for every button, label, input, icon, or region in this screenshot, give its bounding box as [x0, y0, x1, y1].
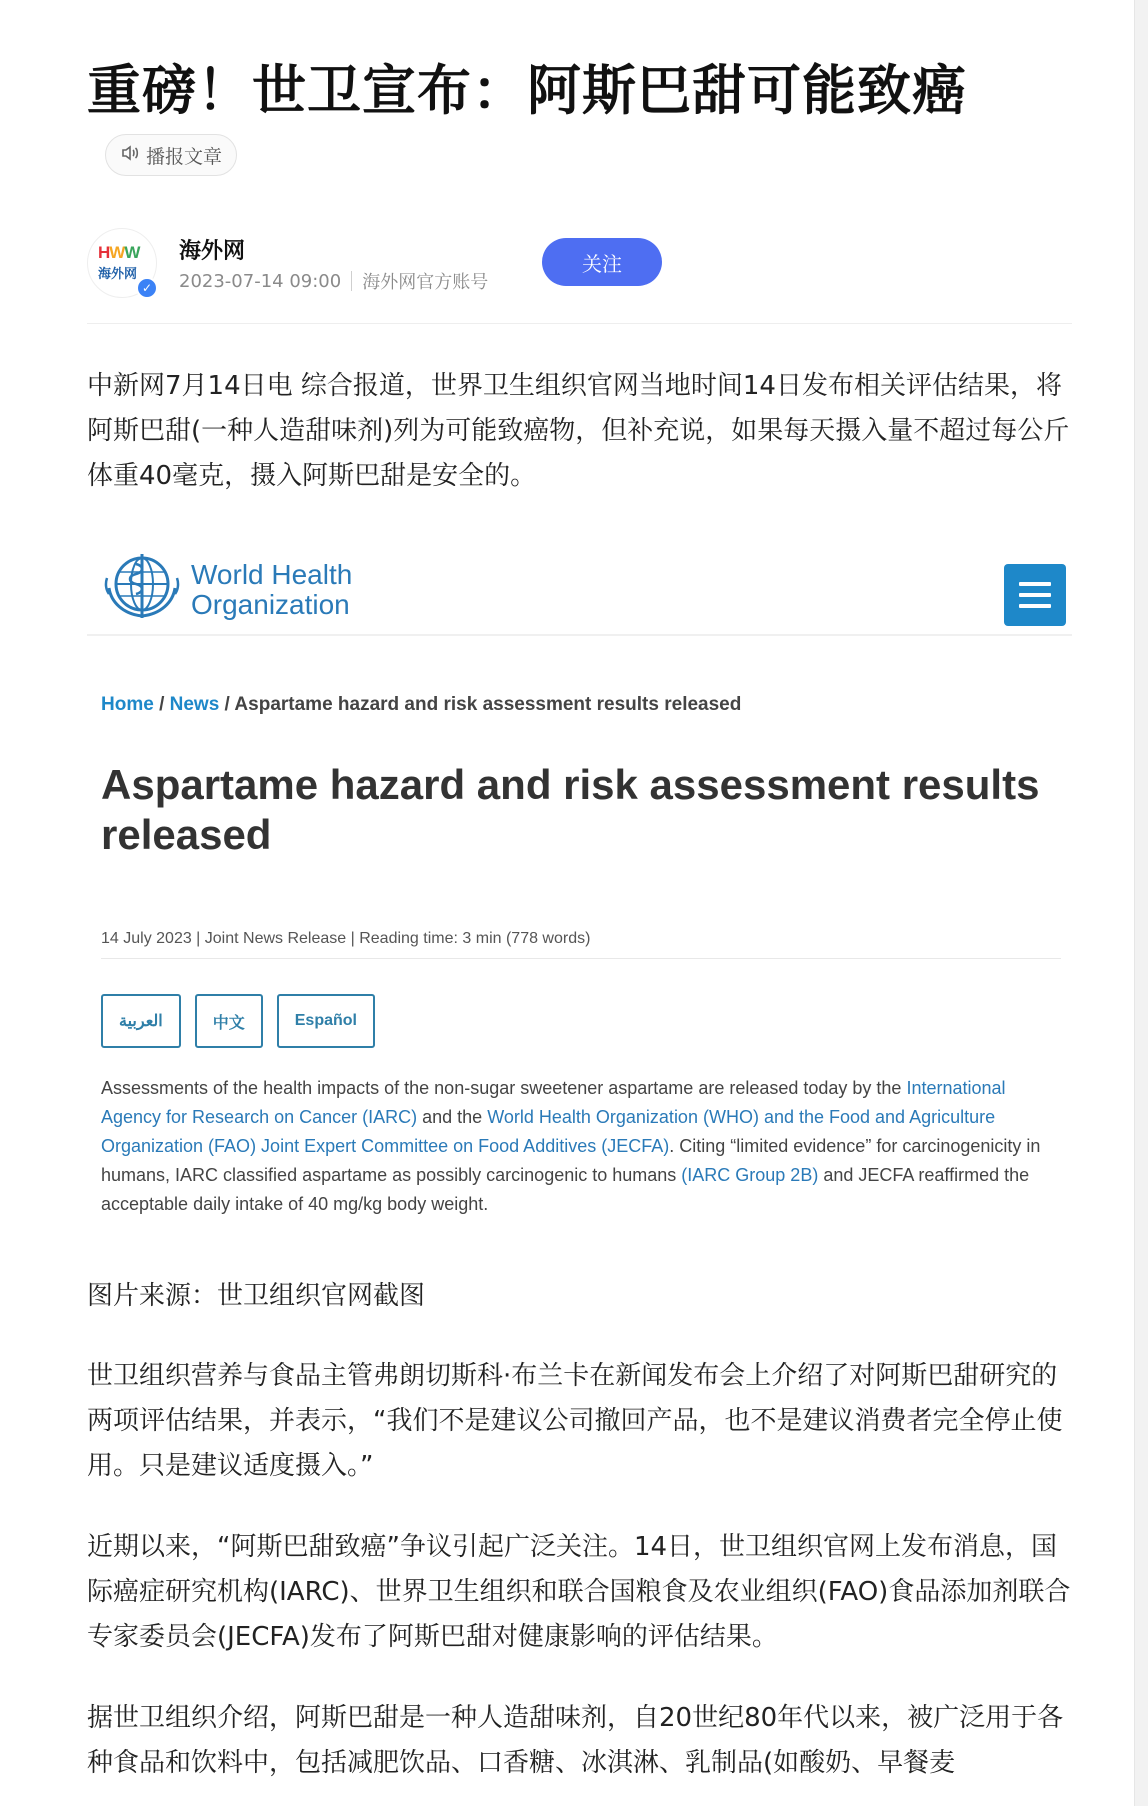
link-iarc[interactable]: International Agency for Research on Cancer (IARC) [101, 1078, 1006, 1127]
link-jecfa[interactable]: World Health Organization (WHO) and the Food and Agriculture Organization (FAO) Joint Expert Committee on Food Additives (JECFA) [101, 1107, 996, 1156]
follow-button[interactable]: 关注 [542, 238, 662, 286]
page-scrollbar[interactable] [1134, 0, 1148, 1806]
who-screenshot-image [87, 526, 1072, 1231]
who-article-body [101, 1074, 1066, 1219]
link-iarc-group-2b[interactable]: (IARC Group 2B) [681, 1165, 819, 1185]
who-org-name-line2: Organization [191, 589, 350, 620]
who-emblem-icon [101, 548, 183, 630]
who-article-title: Aspartame hazard and risk assessment results released [101, 761, 1040, 858]
read-article-button[interactable] [105, 134, 237, 176]
article-title: 重磅！世卫宣布：阿斯巴甜可能致癌 [87, 59, 967, 122]
breadcrumb-separator: / [219, 694, 235, 715]
who-org-name-line1: World Health [191, 559, 353, 590]
who-body-text: Assessments of the health impacts of the non-sugar sweetener aspartame are released today by the [101, 1078, 907, 1098]
paragraph-4: 据世卫组织介绍，阿斯巴甜是一种人造甜味剂，自20世纪80年代以来，被广泛用于各种食品和饮料中，包括减肥饮品、口香糖、冰淇淋、乳制品(如酸奶、早餐麦 [87, 1703, 1064, 1778]
verified-badge-icon: ✓ [136, 277, 158, 299]
who-org-name[interactable] [191, 560, 352, 620]
lang-button-spanish[interactable]: Español [277, 994, 375, 1048]
author-avatar[interactable] [87, 228, 157, 298]
who-breadcrumb [101, 694, 741, 716]
read-article-label: 播报文章 [146, 145, 223, 168]
account-type: 海外网官方账号 [362, 272, 489, 293]
author-meta [179, 268, 488, 294]
breadcrumb-separator: / [153, 694, 170, 715]
author-name[interactable]: 海外网 [179, 239, 246, 264]
paragraph-2: 世卫组织营养与食品主管弗朗切斯科·布兰卡在新闻发布会上介绍了对阿斯巴甜研究的两项评估结果，并表示，“我们不是建议公司撤回产品，也不是建议消费者完全停止使用。只是建议适度摄入。” [87, 1361, 1063, 1481]
who-header [87, 526, 1072, 636]
language-selector [101, 994, 375, 1048]
breadcrumb-current: Aspartame hazard and risk assessment results released [234, 694, 742, 715]
who-body-text: and the [417, 1107, 488, 1127]
publish-datetime: 2023-07-14 09:00 [179, 270, 342, 292]
author-divider [87, 323, 1072, 324]
lang-button-arabic[interactable]: العربية [101, 994, 181, 1048]
speaker-icon [120, 143, 140, 168]
who-body-text: . Citing “limited evidence” for carcinogenicity in humans, IARC classified aspartame as possibly carcinogenic to humans [101, 1136, 1041, 1185]
hamburger-menu-icon[interactable] [1004, 564, 1066, 626]
lang-button-chinese[interactable]: 中文 [195, 994, 263, 1048]
who-article-meta: 14 July 2023 | Joint News Release | Reading time: 3 min (778 words) [101, 930, 591, 947]
breadcrumb-news[interactable]: News [169, 694, 220, 715]
image-caption: 图片来源：世卫组织官网截图 [87, 1281, 426, 1311]
avatar-logo-subtext: 海外网 [98, 267, 138, 282]
breadcrumb-home[interactable]: Home [101, 694, 154, 715]
author-bar [87, 228, 1072, 298]
avatar-logo-text: HWW [98, 243, 140, 262]
who-divider [101, 958, 1061, 959]
who-body-text: and JECFA reaffirmed the acceptable daily intake of 40 mg/kg body weight. [101, 1165, 1030, 1214]
paragraph-intro: 中新网7月14日电 综合报道，世界卫生组织官网当地时间14日发布相关评估结果，将阿斯巴甜(一种人造甜味剂)列为可能致癌物，但补充说，如果每天摄入量不超过每公斤体重40毫克，摄入阿斯巴甜是安全的。 [87, 371, 1070, 491]
paragraph-3: 近期以来，“阿斯巴甜致癌”争议引起广泛关注。14日，世卫组织官网上发布消息，国际癌症研究机构(IARC)、世界卫生组织和联合国粮食及农业组织(FAO)食品添加剂联合专家委员会(JECFA)发布了阿斯巴甜对健康影响的评估结果。 [87, 1532, 1071, 1652]
meta-divider [351, 271, 352, 291]
